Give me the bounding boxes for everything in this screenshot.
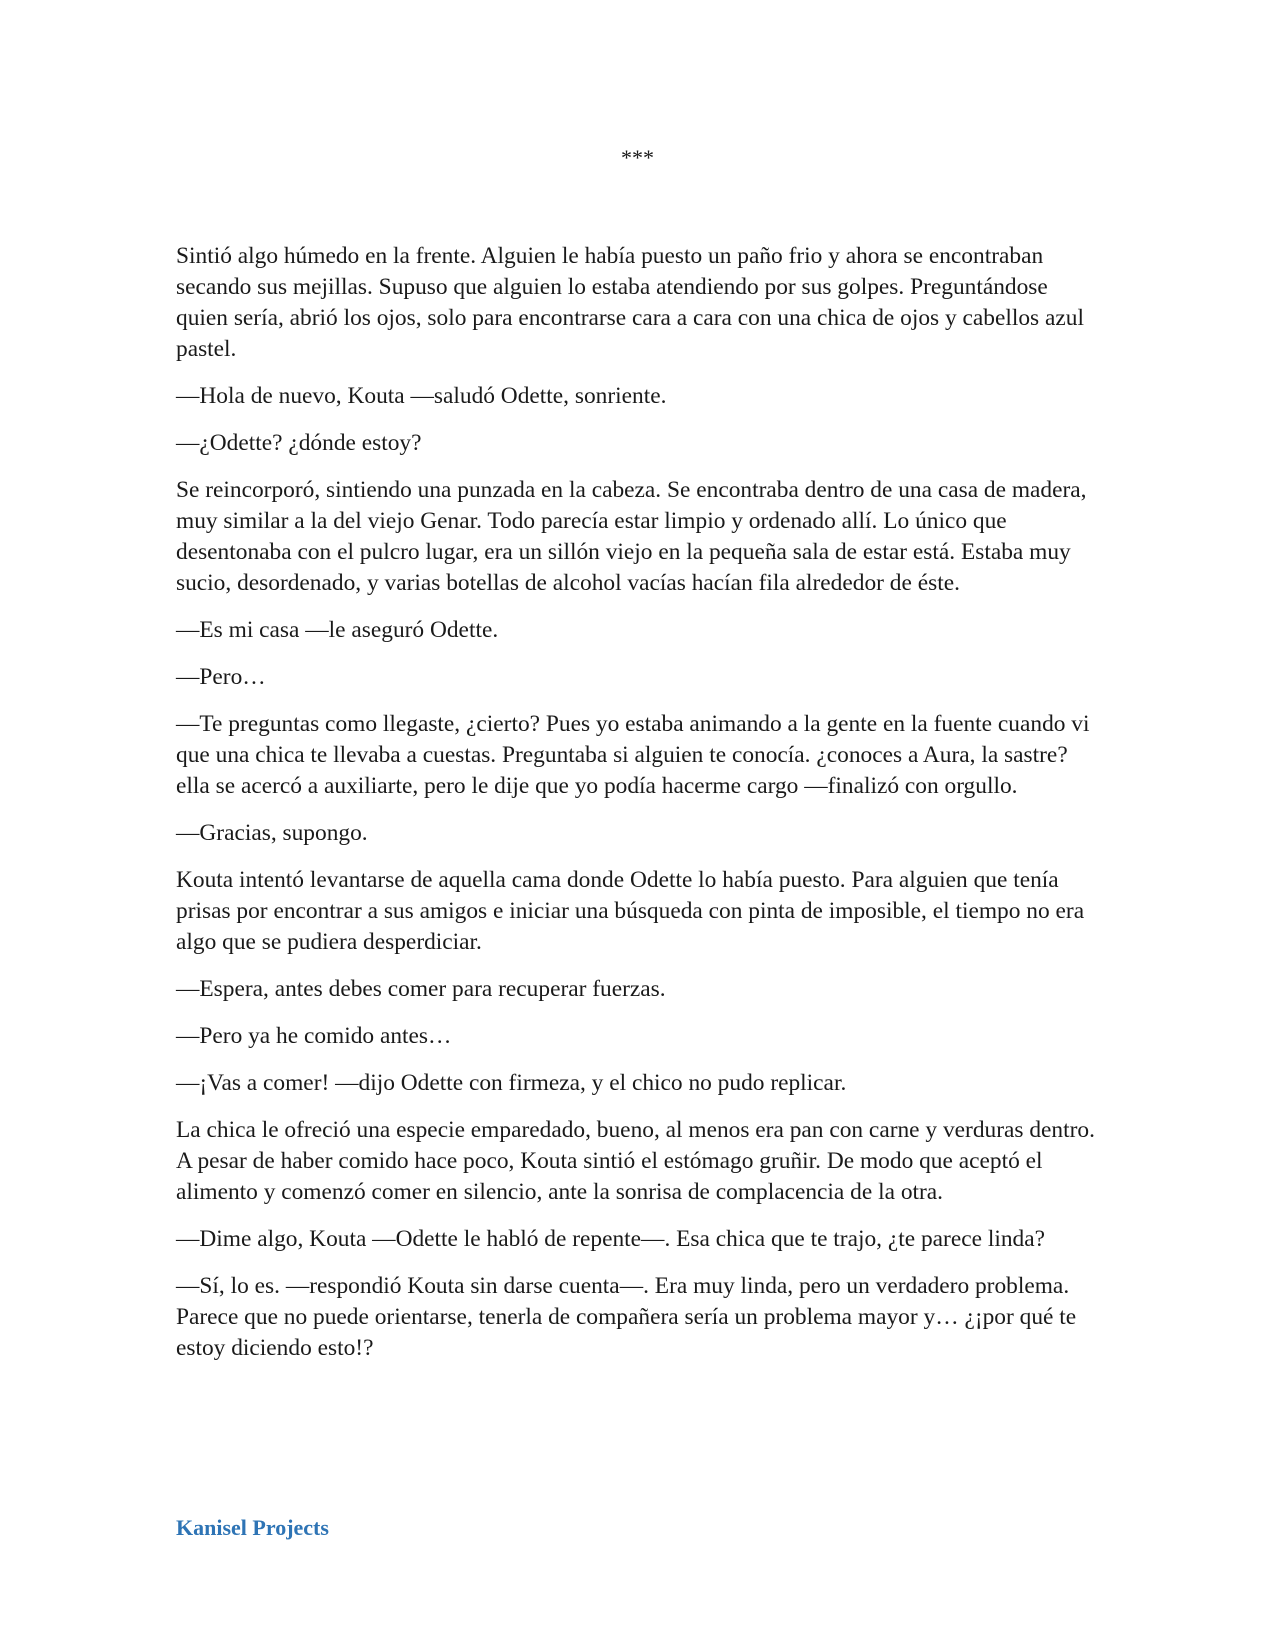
paragraph: —Te preguntas como llegaste, ¿cierto? Pues yo estaba animando a la gente en la fuente cuando vi que una chica te llevaba a cuestas. Preguntaba si alguien te conocía. ¿conoces a Aura, la sastre? ella se acercó a auxiliarte, pero le dije que yo podía hacerme cargo —finalizó con orgullo. — [176, 711, 1090, 799]
document-body — [176, 241, 1096, 1380]
paragraph: —¡Vas a comer! —dijo Odette con firmeza, y el chico no pudo replicar. — [176, 1070, 847, 1096]
paragraph: Kouta intentó levantarse de aquella cama donde Odette lo había puesto. Para alguien que tenía prisas por encontrar a sus amigos e iniciar una búsqueda con pinta de imposible, el tiempo no era algo que se pudiera desperdiciar. — [176, 867, 1085, 955]
paragraph: —Gracias, supongo. — [176, 820, 368, 846]
paragraph: —Espera, antes debes comer para recuperar fuerzas. — [176, 976, 666, 1002]
paragraph: —Hola de nuevo, Kouta —saludó Odette, sonriente. — [176, 383, 667, 409]
footer-brand: Kanisel Projects — [176, 1515, 329, 1540]
scene-separator: *** — [621, 145, 654, 170]
paragraph: La chica le ofreció una especie emparedado, bueno, al menos era pan con carne y verduras dentro. A pesar de haber comido hace poco, Kouta sintió el estómago gruñir. De modo que aceptó el alimento y comenzó comer en silencio, ante la sonrisa de complacencia de la otra. — [176, 1117, 1095, 1205]
paragraph: Sintió algo húmedo en la frente. Alguien le había puesto un paño frio y ahora se encontraban secando sus mejillas. Supuso que alguien lo estaba atendiendo por sus golpes. Preguntándose quien sería, abrió los ojos, solo para encontrarse cara a cara con una chica de ojos y cabellos azul pastel. — [176, 243, 1084, 362]
paragraph: —Dime algo, Kouta —Odette le habló de repente—. Esa chica que te trajo, ¿te parece linda? — [176, 1226, 1045, 1252]
paragraph: —Es mi casa —le aseguró Odette. — [176, 617, 499, 643]
paragraph: —Sí, lo es. —respondió Kouta sin darse cuenta—. Era muy linda, pero un verdadero problema. Parece que no puede orientarse, tenerla de compañera sería un problema mayor y… ¿¡por qué te estoy diciendo esto!? — [176, 1273, 1077, 1361]
paragraph: Se reincorporó, sintiendo una punzada en la cabeza. Se encontraba dentro de una casa de madera, muy similar a la del viejo Genar. Todo parecía estar limpio y ordenado allí. Lo único que desentonaba con el pulcro lugar, era un sillón viejo en la pequeña sala de estar está. Estaba muy sucio, desordenado, y varias botellas de alcohol vacías hacían fila alrededor de éste. — [176, 477, 1087, 596]
paragraph: —Pero ya he comido antes… — [176, 1023, 452, 1049]
paragraph: —¿Odette? ¿dónde estoy? — [176, 430, 422, 456]
paragraph: —Pero… — [176, 664, 266, 690]
